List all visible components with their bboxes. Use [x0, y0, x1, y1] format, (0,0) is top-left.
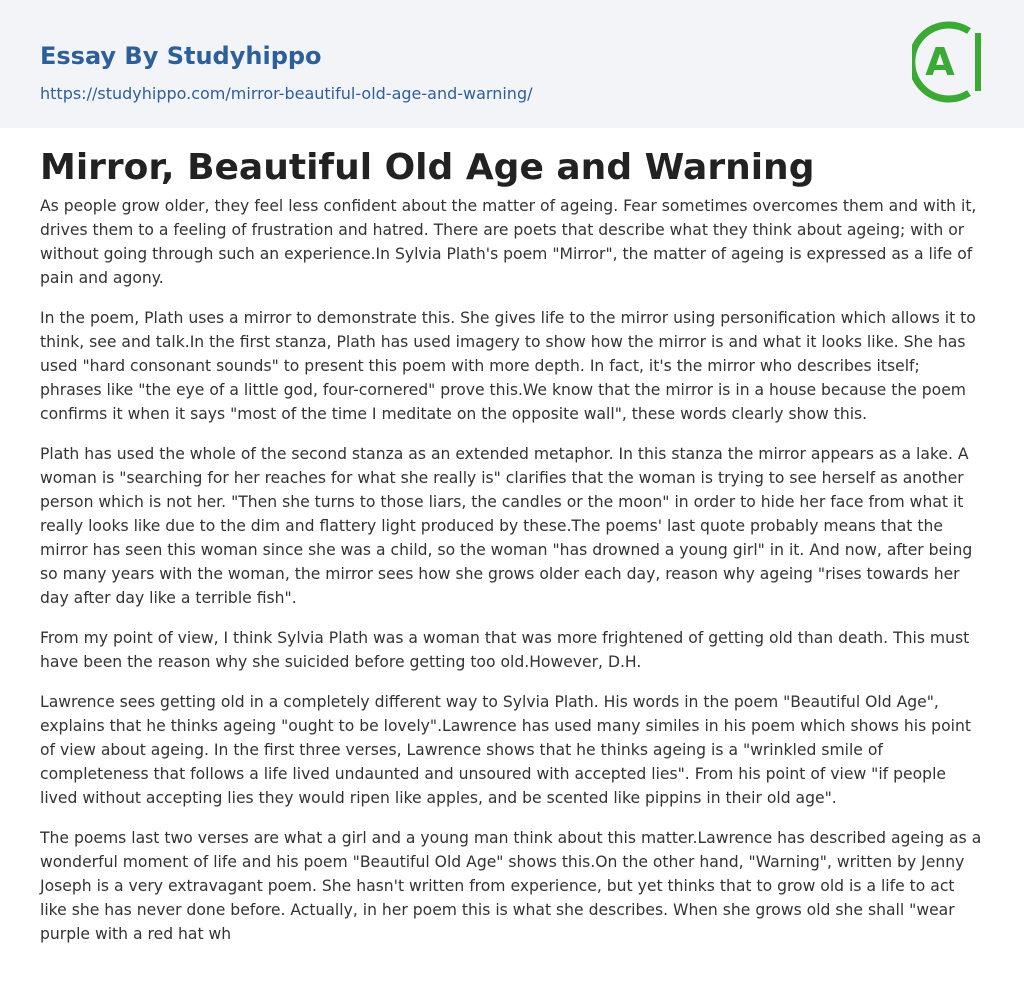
logo-letter: A: [925, 40, 955, 84]
paragraph: The poems last two verses are what a girl and a young man think about this matter.Lawrence has described ageing as a wonderful moment of life and his poem "Beautiful Old Age" shows this.On the other hand, "Warning", written by Jenny Joseph is a very extravagant poem. She hasn't written from experience, but yet thinks that to grow old is a life to act like she has never done before. Actually, in her poem this is what she describes. When she grows old she shall "wear purple with a red hat wh: [40, 829, 982, 943]
paragraph: As people grow older, they feel less confident about the matter of ageing. Fear sometimes overcomes them and with it, drives them to a feeling of frustration and hatred. There are poets that describe what they think about ageing; with or without going through such an experience.In Sylvia Plath's poem "Mirror", the matter of ageing is expressed as a life of pain and agony.: [40, 197, 977, 287]
article-title: Mirror, Beautiful Old Age and Warning: [40, 147, 815, 188]
studyhippo-logo-icon: [912, 19, 986, 105]
brand-title: Essay By Studyhippo: [40, 42, 322, 70]
article-body: [40, 194, 984, 962]
paragraph: In the poem, Plath uses a mirror to demonstrate this. She gives life to the mirror using personification which allows it to think, see and talk.In the first stanza, Plath has used imagery to show how the mirror is and what it looks like. She has used "hard consonant sounds" to present this poem with more depth. In fact, it's the mirror who describes itself; phrases like "the eye of a little god, four-cornered" prove this.We know that the mirror is in a house because the poem confirms it when it says "most of the time I meditate on the opposite wall", these words clearly show this.: [40, 309, 976, 423]
paragraph: Plath has used the whole of the second stanza as an extended metaphor. In this stanza the mirror appears as a lake. A woman is "searching for her reaches for what she really is" clarifies that the woman is trying to see herself as another person which is not her. "Then she turns to those liars, the candles or the moon" in order to hide her face from what it really looks like due to the dim and flattery light produced by these.The poems' last quote probably means that the mirror has seen this woman since she was a child, so the woman "has drowned a young girl" in it. And now, after being so many years with the woman, the mirror sees how she grows older each day, reason why ageing "rises towards her day after day like a terrible fish".: [40, 445, 973, 607]
paragraph: From my point of view, I think Sylvia Plath was a woman that was more frightened of getting old than death. This must have been the reason why she suicided before getting too old.However, D.H.: [40, 629, 970, 671]
paragraph: Lawrence sees getting old in a completely different way to Sylvia Plath. His words in the poem "Beautiful Old Age", explains that he thinks ageing "ought to be lovely".Lawrence has used many similes in his poem which shows his point of view about ageing. In the first three verses, Lawrence shows that he thinks ageing is a "wrinkled smile of completeness that follows a life lived undaunted and unsoured with accepted lies". From his point of view "if people lived without accepting lies they would ripen like apples, and be scented like pippins in their old age".: [40, 693, 971, 807]
essay-url-link[interactable]: https://studyhippo.com/mirror-beautiful-old-age-and-warning/: [40, 84, 533, 103]
